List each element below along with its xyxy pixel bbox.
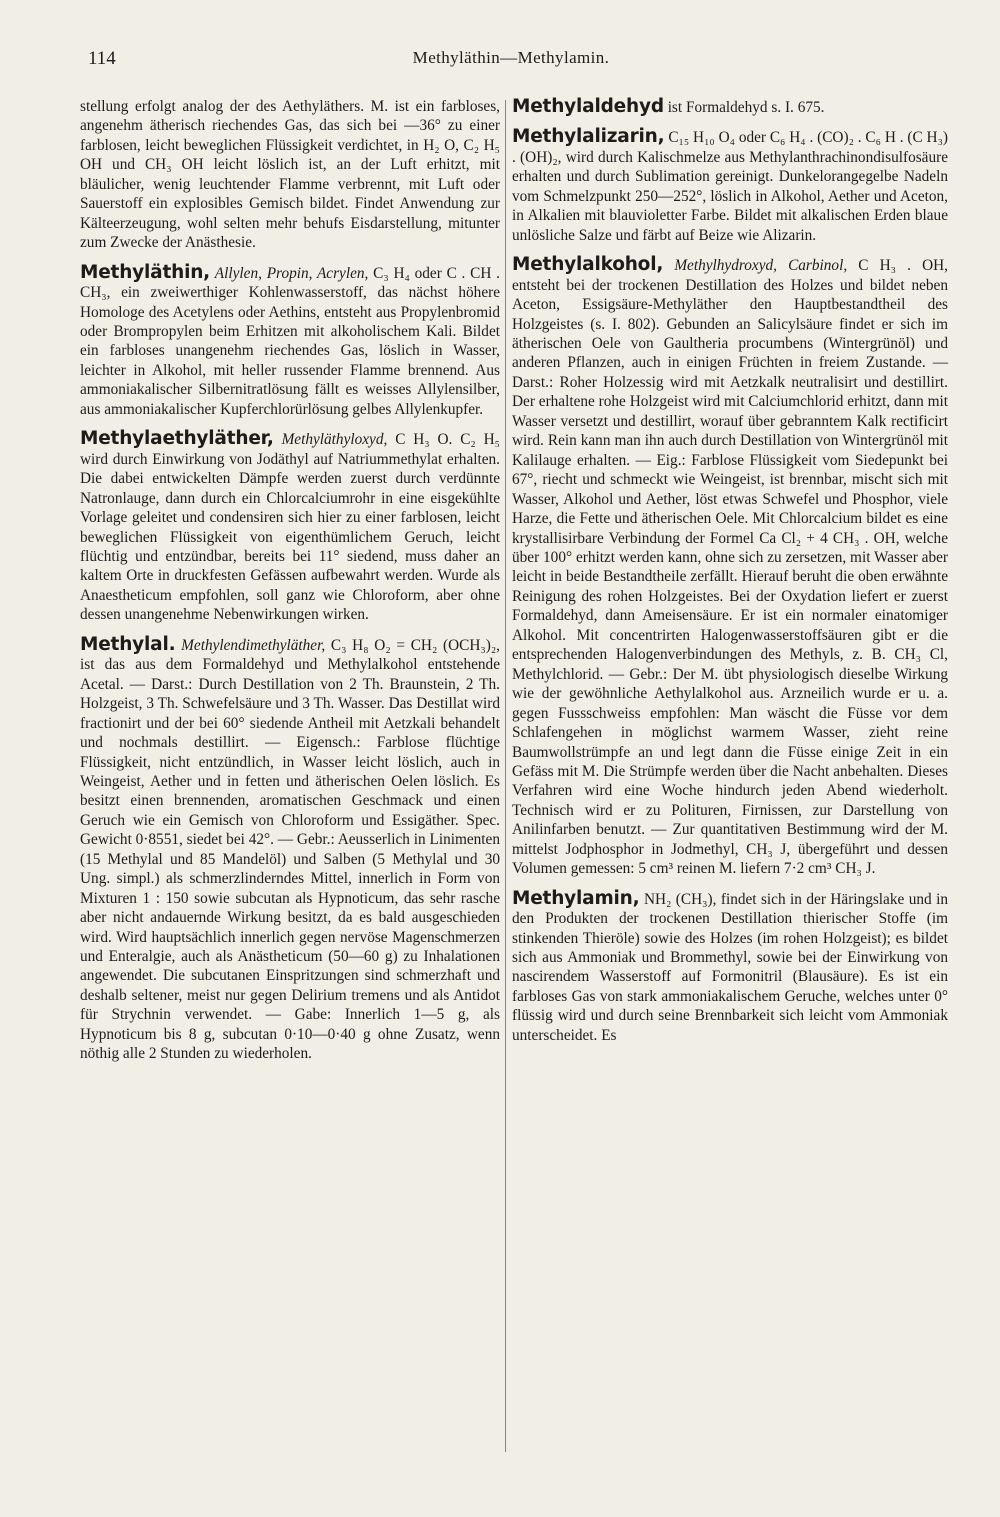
entry-synonym: Methylhydroxyd, Carbinol,: [674, 257, 848, 275]
entry-methylaethin: [80, 263, 500, 420]
entry-body: ist Formaldehyd s. I. 675.: [667, 99, 825, 116]
entry-body: stellung erfolgt analog der des Aethyläthers. M. ist ein farbloses, angenehm ätherisch riechendes Gas, das sich bei —36° zu einer farblosen, leicht beweglichen Flüssigkeit verdichtet, in H₂ O, C₂ H₅ OH und CH₃ OH leicht löslich ist, an der Luft erhitzt, mit bläulicher, wenig leuchtender Flamme verbrennt, mit Luft oder Sauerstoff ein explosibles Gemisch bildet. Findet Anwendung zur Kälteerzeugung, wohl selten mehr behufs Eisdarstellung, mitunter zum Zwecke der Anästhesie.: [80, 98, 500, 252]
entry-body: NH₂ (CH₃), findet sich in der Häringslake und in den Produkten der trockenen Destillation thierischer Stoffe (im stinkenden Thieröle) sowie des Holzes (im rohen Holzgeist); es bildet sich aus Ammoniak und Brommethyl, sowie bei der Einwirkung von nascirendem Wasserstoff auf Formonitril (Blausäure). Es ist ein farbloses Gas von stark ammoniakalischem Geruche, welches unter 0° flüssig wird und durch seine Brennbarkeit sich leicht vom Ammoniak unterscheidet. Es: [512, 890, 949, 1044]
page-number: 114: [88, 48, 116, 69]
entry-body: C H₃ . OH, entsteht bei der trockenen Destillation des Holzes und bildet neben Aceton, Essigsäure-Methyläther den Hauptbestandtheil des Holzgeistes (s. I. 802). Gebunden an Salicylsäure findet er sich im ätherischen Oele von Gaultheria procumbens (Wintergrünöl) und anderen Pflanzen, auch in einigen Früchten in freiem Zustande. — Darst.: Roher Holzessig wird mit Aetzkalk neutralisirt und destillirt. Der erhaltene rohe Holzgeist wird mit Calciumchlorid erhitzt, dann mit Wasser versetzt und destillirt, worauf über gebranntem Kalk rectificirt wird. Rein kann man ihn auch durch Destillation von Wintergrünöl mit Kalilauge erhalten. — Eig.: Farblose Flüssigkeit vom Siedepunkt bei 67°, riecht und schmeckt wie Weingeist, ist brennbar, mischt sich mit Wasser, Alkohol und Aether, löst etwas Schwefel und Phosphor, viele Harze, die Fette und ätherischen Oele. Mit Chlorcalcium bildet es eine krystallisirbare Verbindung der Formel Ca Cl₂ + 4 CH₃ . OH, welche über 100° erhitzt werden kann, ohne sich zu zersetzen, mit Wasser aber leicht in beide Bestandtheile zerfällt. Hierauf beruht die oben erwähnte Reinigung des rohen Holzgeistes. Bei der Oxydation liefert er zuerst Formaldehyd, dann Ameisensäure. Er ist ein normaler einatomiger Alkohol. Mit concentrirten Halogenwasserstoffsäuren gibt er die entsprechenden Halogenverbindungen des Methyls, z. B. CH₃ Cl, Methylchlorid. — Gebr.: Der M. übt physiologisch dieselbe Wirkung wie der gewöhnliche Aethylalkohol aus. Arzneilich wurde er u. a. gegen Fussschweiss empfohlen: Man wäscht die Füsse vor dem Schlafengehen in möglichst warmem Wasser, zieht reine Baumwollstrümpfe an und legt dann die Füsse einige Zeit in ein Gefäss mit M. Die Strümpfe werden über die Nacht anbehalten. Dieses Verfahren wird eine Woche hindurch jeden Abend wiederholt. Technisch wird er zu Polituren, Firnissen, zur Darstellung von Anilinfarben benutzt. — Zur quantitativen Bestimmung wird der M. mittelst Jodphosphor in Jodmethyl, CH₃ J, übergeführt und dessen Volumen gemessen: 5 cm³ reinen M. liefern 7·2 cm³ CH₃ J.: [512, 257, 949, 878]
entry-headword: Methylalkohol,: [512, 254, 664, 276]
entry-headword: Methylaldehyd: [512, 96, 664, 117]
entry-methylaethylaether: [80, 429, 500, 625]
running-title: Methyläthin—Methylamin.: [412, 48, 610, 67]
entry-continuation: [80, 97, 500, 253]
entry-synonym: Methyläthyloxyd,: [281, 431, 388, 449]
left-column: [80, 97, 500, 1070]
column-divider: [505, 100, 506, 1452]
entry-headword: Methylal.: [80, 633, 176, 655]
entry-body: C₃ H₈ O₂ = CH₂ (OCH₃)₂, ist das aus dem Formaldehyd und Methylalkohol entstehende Acetal. — Darst.: Durch Destillation von 2 Th. Braunstein, 2 Th. Holzgeist, 3 Th. Schwefelsäure und 3 Th. Wasser. Das Destillat wird fractionirt und der bei 60° siedende Antheil mit Aetzkali behandelt und nochmals destillirt. — Eigensch.: Farblose flüchtige Flüssigkeit, nicht entzündlich, in Wasser leicht löslich, auch in Weingeist, Aether und in fetten und ätherischen Oelen löslich. Es besitzt einen brennenden, aromatischen Geschmack und einen Geruch wie ein Gemisch von Chloroform und Essigäther. Spec. Gewicht 0·8551, siedet bei 42°. — Gebr.: Aeusserlich in Linimenten (15 Methylal und 85 Mandelöl) und Salben (5 Methylal und 30 Ung. simpl.) als schmerzlinderndes Mittel, innerlich in Form von Mixturen 1 : 150 sowie subcutan als Hypnoticum, das sehr rasche aber nicht andauernde Wirkung besitzt, da es bald ausgeschieden wird. Wird hauptsächlich innerlich gegen nervöse Magenschmerzen und Enteralgie, auch als Anästheticum (50—60 g) zu Inhalationen angewendet. Die subcutanen Einspritzungen sind schmerzhaft und deshalb seltener, meist nur gegen Delirium tremens und als Antidot für Strychnin verwendet. — Gabe: Innerlich 1—5 g, als Hypnoticum bis 8 g, subcutan 0·10—0·40 g ohne Zusatz, wenn nöthig alle 2 Stunden zu wiederholen.: [80, 636, 501, 1063]
entry-methylalizarin: [512, 127, 948, 245]
entry-synonym: Methylendimethyläther,: [181, 636, 326, 654]
entry-body: C₁₅ H₁₀ O₄ oder C₆ H₄ . (CO)₂ . C₆ H . (C H₃) . (OH)₂, wird durch Kalischmelze aus Methylanthrachinondisulfosäure erhalten und durch Sublimation gereinigt. Dunkelorangegelbe Nadeln vom Schmelzpunkt 250—252°, löslich in Alkohol, Aether und Aceton, in Alkalien mit blauvioletter Farbe. Bildet mit alkalischen Erden blaue unlösliche Salze und färbt auf Beize wie Alizarin.: [512, 129, 949, 244]
page-header: [82, 48, 940, 78]
entry-headword: Methylalizarin,: [512, 126, 665, 148]
entry-methylalkohol: [512, 255, 948, 879]
entry-methylaldehyd: [512, 97, 948, 117]
entry-synonym: Allylen, Propin, Acrylen,: [214, 264, 369, 282]
entry-body: C H₃ O. C₂ H₅ wird durch Einwirkung von Jodäthyl auf Natriummethylat erhalten. Die dabei entwickelten Dämpfe werden zuerst durch verdünnte Natronlauge, dann durch ein Chlorcalciumrohr in eine eisgekühlte Vorlage geleitet und condensiren sich hier zu einer farblosen, leicht beweglichen Flüssigkeit von eigenthümlichem Geruch, leicht flüchtig und entzündbar, bereits bei 11° siedend, muss daher an kaltem Orte in druckfesten Gefässen aufbewahrt werden. Wurde als Anaestheticum empfohlen, soll ganz wie Chloroform, aber ohne dessen unangenehme Nebenwirkungen wirken.: [80, 431, 500, 624]
right-column: [512, 97, 948, 1051]
entry-headword: Methyläthin,: [80, 261, 211, 283]
entry-body: C₃ H₄ oder C . CH . CH₃, ein zweiwerthiger Kohlenwasserstoff, das nächst höhere Homologe des Acetylens oder Aethins, entsteht aus Propylenbromid oder Brompropylen beim Erhitzen mit alkoholischem Kali. Bildet ein farbloses unangenehm riechendes Gas, löslich in Wasser, leichter in Alkohol, mit heller russender Flamme brennend. Aus ammoniakalischer Silbernitratlösung fällt es weisses Allylensilber, aus ammoniakalischer Kupferchlorürlösung gelbes Allylenkupfer.: [80, 264, 500, 418]
entry-headword: Methylaethyläther,: [80, 428, 274, 450]
entry-headword: Methylamin,: [512, 887, 640, 909]
entry-methylal: [80, 635, 500, 1064]
entry-methylamin: [512, 889, 948, 1046]
